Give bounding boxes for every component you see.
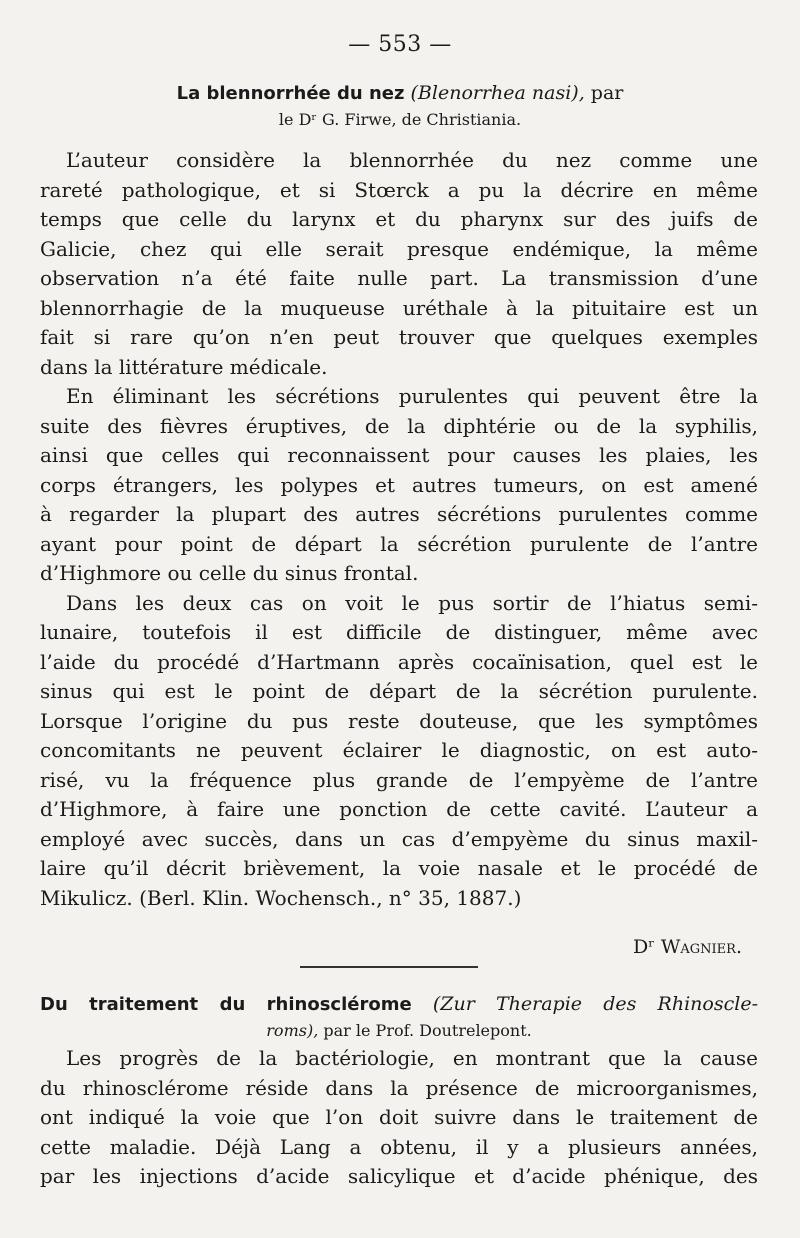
article1-byline-text: le Dʳ G. Firwe, de Christiania. <box>278 110 522 129</box>
article1-text-line: rareté pathologique, et si Stœrck a pu la décrire en même <box>40 177 758 202</box>
article1-text-line: blennorrhagie de la muqueuse uréthale à la pituitaire est un <box>40 295 758 320</box>
article2-byline: par le Prof. Doutrelepont. <box>318 1021 532 1040</box>
article1-text-line: L’auteur considère la blennorrhée du nez comme une <box>66 148 758 172</box>
article1-byline <box>40 110 760 130</box>
article1-text-line: lunaire, toutefois il est difficile de distinguer, même avec <box>40 620 758 644</box>
article1-text-line: corps étrangers, les polypes et autres tumeurs, on est amené <box>40 472 758 497</box>
article1-text-line: ainsi que celles qui reconnaissent pour causes les plaies, les <box>40 443 758 467</box>
article1-text-line: risé, vu la fréquence plus grande de l’empyème de l’antre <box>40 767 758 792</box>
article2-title-german2: roms), <box>266 1021 319 1040</box>
page-number: — 553 — <box>348 32 452 57</box>
article1-signature: Dʳ Wagnier. <box>633 936 742 958</box>
article2-text-line: par les injections d’acide salicylique et d’acide phénique, des <box>40 1164 758 1188</box>
article1-text-line: laire qu’il décrit brièvement, la voie nasale et le procédé de <box>40 856 758 880</box>
article1-text-line: employé avec succès, dans un cas d’empyème du sinus maxil- <box>40 826 758 851</box>
article2-body <box>40 1044 758 1192</box>
article1-title-main: La blennorrhée du nez <box>176 83 405 104</box>
article1-text-line: l’aide du procédé d’Hartmann après cocaïnisation, quel est le <box>40 649 758 674</box>
article2-title-line1 <box>40 991 758 1018</box>
article1-text-line: sinus qui est le point de départ de la sécrétion purulente. <box>40 679 758 703</box>
article2-text-line: ont indiqué la voie que l’on doit suivre dans le traitement de <box>40 1105 758 1129</box>
article2-text-line: cette maladie. Déjà Lang a obtenu, il y a plusieurs années, <box>40 1134 758 1159</box>
section-divider <box>300 966 478 968</box>
article1-text-line: concomitants ne peuvent éclairer le diagnostic, on est auto- <box>40 738 758 762</box>
article1-text-line: observation n’a été faite nulle part. La transmission d’une <box>40 266 758 290</box>
article2-text-line: Les progrès de la bactériologie, en montrant que la cause <box>66 1046 758 1070</box>
article1-title-tail: par <box>584 82 624 104</box>
article1-text-line: fait si rare qu’on n’en peut trouver que quelques exemples <box>40 325 758 349</box>
article1-text-line: à regarder la plupart des autres sécrétions purulentes comme <box>40 502 758 526</box>
article1-text-line: dans la littérature médicale. <box>40 354 328 379</box>
article1-body <box>40 146 758 913</box>
article1-text-line: Mikulicz. (Berl. Klin. Wochensch., n° 35, 1887.) <box>40 885 522 910</box>
article2-title-main: Du traitement du rhinosclérome <box>40 994 412 1015</box>
article1-title-latin: (Blenorrhea nasi), <box>410 82 585 104</box>
article1-text-line: En éliminant les sécrétions purulentes qui peuvent être la <box>66 384 758 408</box>
article1-text-line: ayant pour point de départ la sécrétion purulente de l’antre <box>40 531 758 556</box>
article1-text-line: Galicie, chez qui elle serait presque endémique, la même <box>40 236 758 261</box>
article1-text-line: d’Highmore ou celle du sinus frontal. <box>40 561 419 585</box>
article1-text-line: suite des fièvres éruptives, de la diphtérie ou de la syphilis, <box>40 413 758 438</box>
article2-title-german: (Zur Therapie des Rhinoscle- <box>432 993 758 1015</box>
article2-text-line: du rhinosclérome réside dans la présence de microorganismes, <box>40 1075 758 1100</box>
article1-text-line: temps que celle du larynx et du pharynx sur des juifs de <box>40 207 758 231</box>
article1-text-line: Dans les deux cas on voit le pus sortir de l’hiatus semi- <box>66 590 758 615</box>
article2-title <box>40 991 758 1044</box>
article1-title <box>40 82 760 105</box>
article2-title-line2 <box>40 1018 758 1044</box>
article1-text-line: Lorsque l’origine du pus reste douteuse, que les symptômes <box>40 708 758 733</box>
article1-text-line: d’Highmore, à faire une ponction de cette cavité. L’auteur a <box>40 797 758 821</box>
